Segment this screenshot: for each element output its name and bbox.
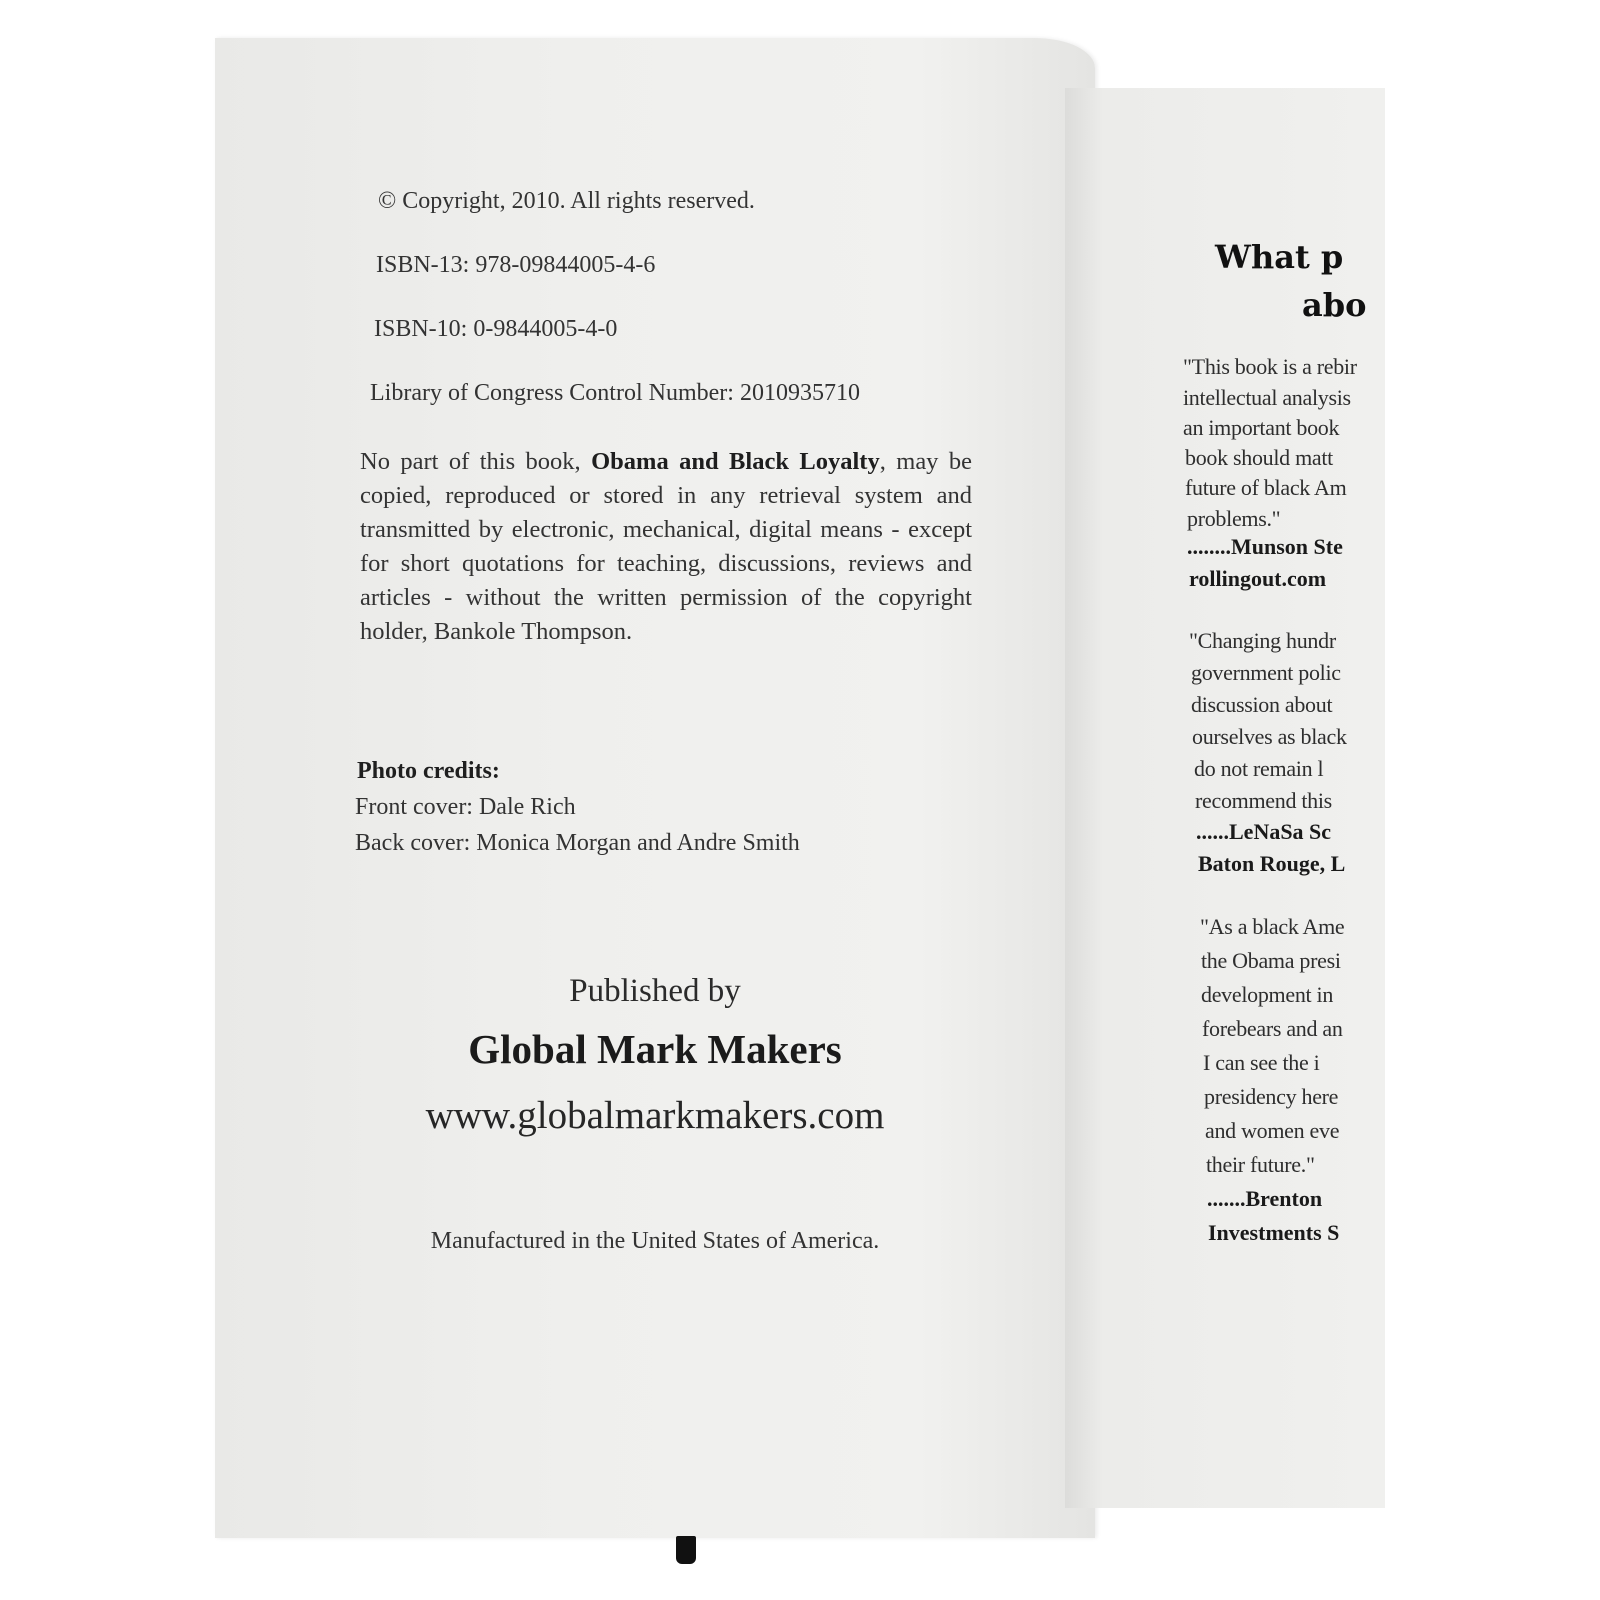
review-1-line: book should matt (1185, 445, 1333, 470)
book-title: Obama and Black Loyalty (591, 448, 880, 475)
review-2-signature: ......LeNaSa Sc (1196, 819, 1332, 844)
review-3-source: Investments S (1208, 1220, 1340, 1245)
review-2-line: do not remain l (1194, 756, 1324, 781)
review-1-line: problems." (1187, 506, 1281, 531)
review-1-line: "This book is a rebir (1183, 354, 1357, 379)
front-cover-credit: Front cover: Dale Rich (355, 794, 576, 820)
review-2-line: "Changing hundr (1189, 628, 1336, 653)
review-2-line: recommend this (1195, 788, 1332, 813)
back-cover-credit: Back cover: Monica Morgan and Andre Smith (355, 830, 800, 856)
review-2-line: discussion about (1191, 692, 1333, 717)
reviews-heading-line-1: What p (1215, 238, 1344, 276)
review-3-line: and women eve (1205, 1118, 1340, 1143)
review-1-line: future of black Am (1185, 475, 1347, 500)
review-2-source: Baton Rouge, L (1198, 851, 1346, 876)
reviews-heading-line-2: abo (1302, 286, 1367, 324)
review-3-line: "As a black Ame (1200, 914, 1345, 939)
notice-text-after: , may be copied, reproduced or stored in any retrieval system and transmitted by electronic, mechanical, digital means - except for short quotations for teaching, discussions, reviews and articles - without the written permission of the copyright holder, Bankole Thompson. (360, 448, 972, 645)
review-3-line: presidency here (1204, 1084, 1339, 1109)
publisher-block (215, 0, 1095, 1600)
review-3-line: I can see the i (1203, 1050, 1320, 1075)
review-3-signature: .......Brenton (1207, 1186, 1323, 1211)
review-2-line: ourselves as black (1192, 724, 1347, 749)
review-3-line: the Obama presi (1201, 948, 1341, 973)
review-1-line: intellectual analysis (1183, 385, 1351, 410)
review-1-source: rollingout.com (1189, 566, 1327, 591)
published-by: Published by (569, 973, 741, 1009)
publisher-name: Global Mark Makers (468, 1026, 842, 1072)
review-1-line: an important book (1183, 415, 1340, 440)
review-3-line: forebears and an (1202, 1016, 1343, 1041)
review-3-line: development in (1201, 982, 1334, 1007)
lccn: Library of Congress Control Number: 2010935710 (370, 380, 860, 406)
publisher-url: www.globalmarkmakers.com (425, 1094, 885, 1137)
manufactured-line: Manufactured in the United States of America. (430, 1228, 880, 1254)
notice-text-before: No part of this book, (360, 448, 592, 475)
review-1-signature: ........Munson Ste (1187, 534, 1343, 559)
copyright-line: © Copyright, 2010. All rights reserved. (378, 188, 755, 214)
isbn-13: ISBN-13: 978-09844005-4-6 (376, 252, 656, 278)
photo-credits-title: Photo credits: (357, 758, 500, 784)
right-page (1065, 88, 1385, 1508)
review-3-line: their future." (1206, 1152, 1315, 1177)
isbn-10: ISBN-10: 0-9844005-4-0 (374, 316, 618, 342)
review-2-line: government polic (1191, 660, 1341, 685)
